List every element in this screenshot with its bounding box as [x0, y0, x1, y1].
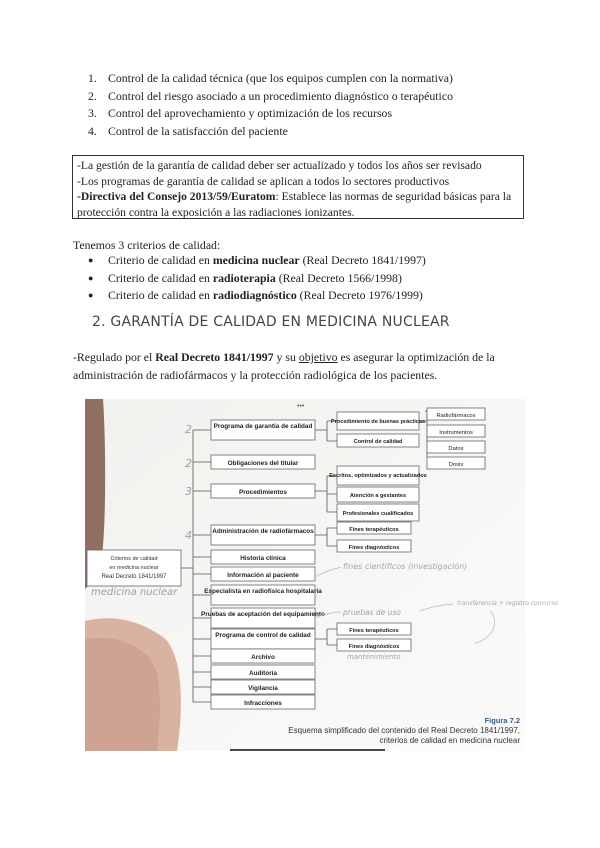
- sub-profesionales: [337, 504, 419, 521]
- sub-radiofarmacos: [427, 408, 485, 420]
- sub-admin-terapeuticos: [337, 522, 411, 534]
- main-item-programa: [193, 420, 315, 440]
- scheme-figure: [85, 399, 558, 751]
- list-item: 4. Control de la satisfacción del paciente: [88, 123, 288, 138]
- note-line-2: -Los programas de garantía de calidad se aplican a todos lo sectores productivos: [77, 174, 450, 188]
- main-item-obligaciones: [193, 455, 315, 469]
- svg-text:3: 3: [185, 485, 192, 498]
- svg-text:en medicina nuclear: en medicina nuclear: [109, 565, 159, 571]
- svg-text:Programa de garantía de calida: Programa de garantía de calidad: [213, 423, 313, 430]
- list-item: 2. Control del riesgo asociado a un procedimiento diagnóstico o terapéutico: [88, 88, 453, 103]
- svg-text:Fines terapéuticos: Fines terapéuticos: [349, 628, 399, 634]
- svg-text:Archivo: Archivo: [251, 654, 275, 661]
- controls-list: [88, 70, 453, 140]
- list-item: ● Criterio de calidad en medicina nuclear (Real Decreto 1841/1997): [88, 253, 426, 267]
- sub-control-diagnosticos: [337, 639, 411, 651]
- svg-text:Fines terapéuticos: Fines terapéuticos: [349, 527, 399, 533]
- svg-text:Obligaciones del titular: Obligaciones del titular: [227, 460, 299, 467]
- svg-text:Control de calidad: Control de calidad: [353, 439, 403, 445]
- handwritten-mantenimiento: mantenimiento: [347, 653, 401, 661]
- figure-dots: •••: [297, 403, 305, 410]
- main-item-administracion: [193, 525, 315, 545]
- main-item-vigilancia: [193, 680, 315, 694]
- list-item: 3. Control del aprovechamiento y optimización de los recursos: [88, 106, 393, 120]
- sub-datos: [427, 441, 485, 453]
- svg-text:Información al paciente: Información al paciente: [227, 572, 299, 579]
- main-item-infracciones: [193, 695, 315, 709]
- main-item-especialista: [193, 585, 322, 605]
- svg-text:Vigilancia: Vigilancia: [248, 685, 278, 692]
- sub-control-calidad: [337, 434, 419, 447]
- figure-caption-1: Esquema simplificado del contenido del Real Decreto 1841/1997,: [288, 726, 520, 735]
- main-item-historia: [193, 550, 315, 564]
- figure-caption-2: criterios de calidad en medicina nuclear: [379, 736, 520, 745]
- list-item: ● Criterio de calidad en radiodiagnóstico (Real Decreto 1976/1999): [88, 288, 423, 302]
- handwritten-medicine: medicina nuclear: [91, 587, 178, 598]
- section-heading: 2. GARANTÍA DE CALIDAD EN MEDICINA NUCLEAR: [92, 314, 450, 330]
- main-item-procedimientos: [193, 484, 315, 498]
- handwritten-fines: fines científicos (investigación): [343, 562, 468, 571]
- list-item: ● Criterio de calidad en radioterapia (Real Decreto 1566/1998): [88, 270, 402, 285]
- sub-buenas-practicas: [331, 412, 425, 430]
- svg-text:Historia clínica: Historia clínica: [240, 555, 286, 562]
- svg-text:Atención a gestantes: Atención a gestantes: [349, 493, 407, 499]
- criteria-list: [88, 252, 426, 305]
- svg-text:Pruebas de aceptación del equi: Pruebas de aceptación del equipamiento: [201, 611, 325, 618]
- svg-text:Administración de radiofármaco: Administración de radiofármacos: [212, 528, 314, 535]
- criteria-intro: Tenemos 3 criterios de calidad:: [73, 238, 221, 252]
- svg-text:Procedimiento de buenas prácti: Procedimiento de buenas prácticas: [330, 419, 426, 425]
- svg-text:4: 4: [185, 529, 192, 542]
- svg-text:Real Decreto 1841/1997: Real Decreto 1841/1997: [101, 574, 167, 580]
- svg-text:Programa de control de calidad: Programa de control de calidad: [215, 632, 311, 639]
- svg-text:Instrumentos: Instrumentos: [439, 430, 473, 436]
- sub-admin-diagnosticos: [337, 540, 411, 552]
- svg-text:Infracciones: Infracciones: [244, 700, 282, 707]
- note-line-1: -La gestión de la garantía de calidad deber ser actualizado y todos los años ser revisado: [77, 159, 482, 172]
- sub-dosis: [427, 457, 485, 469]
- handwritten-pruebas: pruebas de uso: [343, 608, 401, 617]
- main-item-archivo: [193, 649, 315, 663]
- quality-note-box: [72, 155, 524, 219]
- main-item-informacion: [193, 567, 315, 581]
- svg-text:Fines diagnósticos: Fines diagnósticos: [348, 545, 400, 551]
- main-item-auditoria: [193, 665, 315, 679]
- svg-text:Datos: Datos: [448, 446, 464, 452]
- main-item-programa-control: [193, 629, 315, 649]
- sub-control-terapeuticos: [337, 623, 411, 635]
- figure-label: Figura 7.2: [484, 716, 520, 725]
- handwritten-right-notes: transferencia + registro concurso: [457, 600, 558, 607]
- svg-text:Fines diagnósticos: Fines diagnósticos: [348, 644, 400, 650]
- svg-text:Escritos, optimizados y actual: Escritos, optimizados y actualizados: [329, 473, 427, 479]
- svg-text:2: 2: [185, 423, 192, 436]
- svg-text:Especialista en radiofísica ho: Especialista en radiofísica hospitalaria: [204, 588, 322, 595]
- list-item: 1. Control de la calidad técnica (que los equipos cumplen con la normativa): [88, 71, 453, 85]
- root-node: [87, 550, 181, 586]
- sub-gestantes: [337, 487, 419, 502]
- svg-text:Dosis: Dosis: [448, 462, 464, 468]
- regulation-paragraph: -Regulado por el Real Decreto 1841/1997 y su objetivo es asegurar la optimización de la administración de radiofármacos y la protección radiológica de los pacientes.: [73, 350, 495, 382]
- svg-text:Criterios de calidad: Criterios de calidad: [110, 556, 158, 562]
- svg-text:Radiofármacos: Radiofármacos: [436, 413, 476, 419]
- svg-text:Auditoría: Auditoría: [248, 670, 278, 677]
- main-item-pruebas: [193, 608, 325, 628]
- sub-instrumentos: [427, 425, 485, 437]
- sub-escritos: [329, 466, 427, 485]
- svg-text:Procedimientos: Procedimientos: [239, 489, 287, 496]
- svg-text:2: 2: [185, 457, 192, 470]
- svg-text:Profesionales cualificados: Profesionales cualificados: [342, 511, 414, 517]
- note-directive: -Directiva del Consejo 2013/59/Euratom: Establece las normas de seguridad básicas para la protección contra la exposición a las radiaciones ionizantes.: [77, 190, 512, 219]
